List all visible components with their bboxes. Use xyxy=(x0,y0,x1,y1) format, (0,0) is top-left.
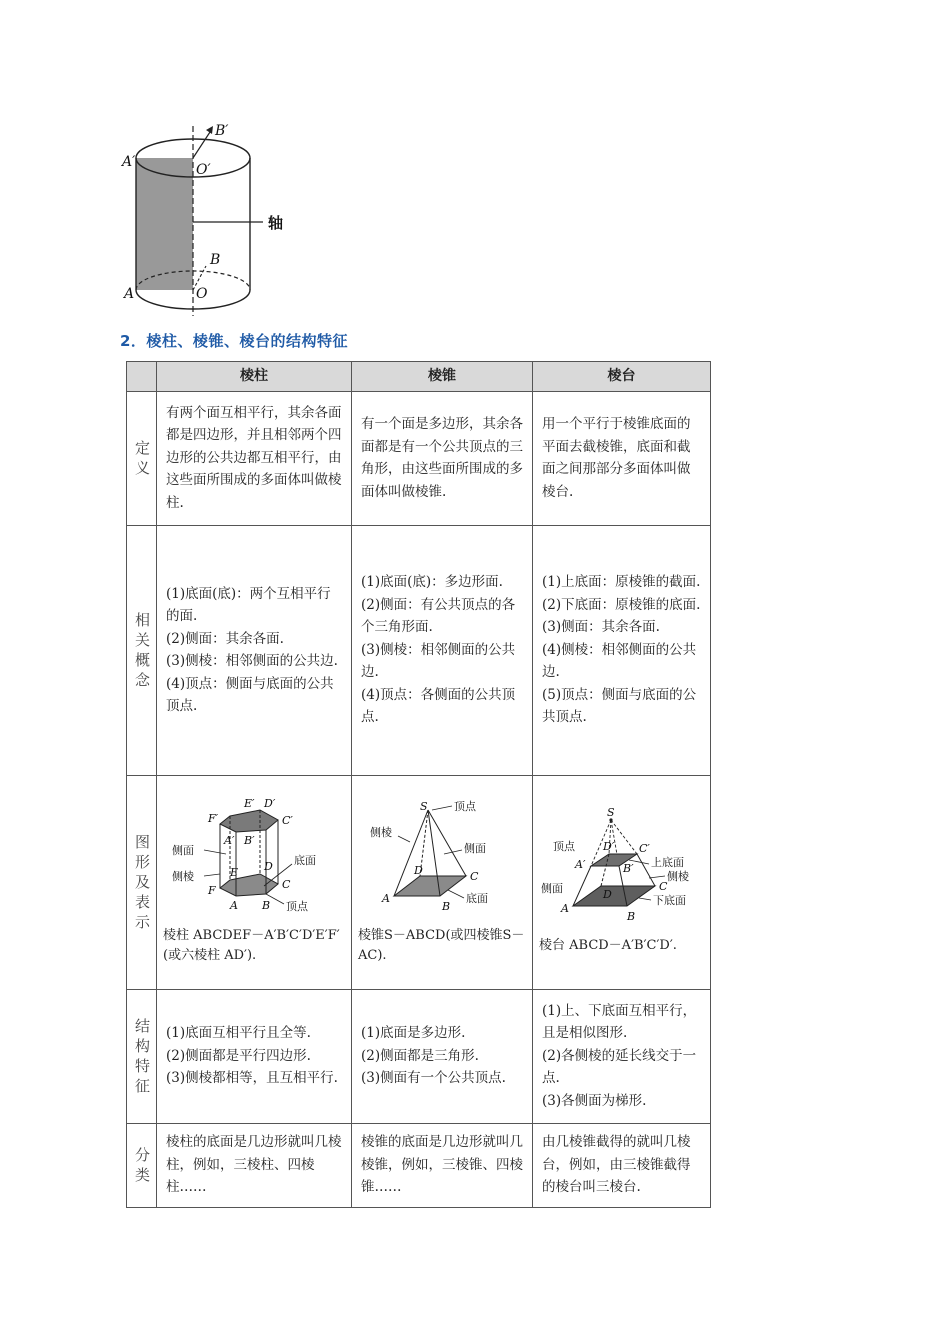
cell-definition-frustum: 用一个平行于棱锥底面的平面去截棱锥，底面和截面之间那部分多面体叫做棱台. xyxy=(533,391,711,525)
label-o-prime: O′ xyxy=(196,162,211,178)
header-frustum: 棱台 xyxy=(533,362,711,392)
header-pyramid: 棱锥 xyxy=(352,362,533,392)
frustum-extension-c xyxy=(611,820,637,854)
frustum-label-lower-base: 下底面 xyxy=(653,894,686,908)
rotation-radius-top xyxy=(193,132,210,158)
pyramid-label-b: B xyxy=(442,900,451,914)
frustum-pointer-lower-base xyxy=(639,898,651,900)
axis-label: 轴 xyxy=(268,214,284,232)
pyramid-base xyxy=(394,876,466,896)
frustum-label-side-edge: 侧棱 xyxy=(667,870,689,884)
frustum-label-s: S xyxy=(607,808,615,820)
caption-frustum: 棱台 ABCD－A′B′C′D′. xyxy=(539,937,677,953)
frustum-label-d-prime: D′ xyxy=(603,840,615,854)
cell-definition-pyramid: 有一个面是多边形，其余各面都是有一个公共顶点的三角形，由这些面所围成的多面体叫做棱锥. xyxy=(352,391,533,525)
pyramid-label-c: C xyxy=(470,870,479,884)
row-label-features: 结构特征 xyxy=(127,989,157,1123)
cell-classification-pyramid: 棱锥的底面是几边形就叫几棱锥，例如，三棱锥、四棱锥…… xyxy=(352,1123,533,1207)
label-a-prime: A′ xyxy=(122,154,136,170)
row-label-concepts: 相关概念 xyxy=(127,525,157,775)
cell-concepts-pyramid: (1)底面(底)：多边形面. (2)侧面：有公共顶点的各个三角形面. (3)侧棱：相邻侧面的公共边. (4)顶点：各侧面的公共顶点. xyxy=(352,525,533,775)
cell-concepts-frustum: (1)上底面：原棱锥的截面. (2)下底面：原棱锥的底面. (3)侧面：其余各面. (4)侧棱：相邻侧面的公共边. (5)顶点：侧面与底面的公共顶点. xyxy=(533,525,711,775)
pyramid-label-a: A xyxy=(382,892,390,906)
cell-definition-prism: 有两个面互相平行，其余各面都是四边形，并且相邻两个四边形的公共边都互相平行，由这些面所围成的多面体叫做棱柱. xyxy=(157,391,352,525)
cell-features-frustum: (1)上、下底面互相平行，且是相似图形. (2)各侧棱的延长线交于一点. (3)各侧面为梯形. xyxy=(533,989,711,1123)
polyhedra-structure-table xyxy=(126,361,711,1208)
cell-classification-frustum: 由几棱锥截得的就叫几棱台，例如，由三棱锥截得的棱台叫三棱台. xyxy=(533,1123,711,1207)
pyramid-edge-sc xyxy=(428,810,466,876)
label-b: B xyxy=(210,252,221,268)
prism-label-b: B xyxy=(262,899,271,913)
prism-top-face xyxy=(220,810,278,832)
cylinder-axial-section xyxy=(136,158,193,290)
frustum-label-upper-base: 上底面 xyxy=(651,856,684,870)
table-header-row xyxy=(127,362,711,392)
pyramid-pointer-vertex xyxy=(432,806,452,810)
frustum-lower-base xyxy=(573,886,655,906)
cell-features-prism: (1)底面互相平行且全等. (2)侧面都是平行四边形. (3)侧棱都相等，且互相平行. xyxy=(157,989,352,1123)
prism-bottom-face xyxy=(220,874,278,896)
prism-label-d: D xyxy=(264,860,273,874)
cell-figure-pyramid xyxy=(352,775,533,989)
prism-label-c: C xyxy=(282,878,291,892)
cell-figure-prism xyxy=(157,775,352,989)
prism-label-d-prime: D′ xyxy=(264,798,276,811)
label-b-prime: B′ xyxy=(215,123,229,139)
pyramid-pointer-side-edge xyxy=(398,836,410,842)
row-label-classification: 分类 xyxy=(127,1123,157,1207)
cell-features-pyramid: (1)底面是多边形. (2)侧面都是三角形. (3)侧面有一个公共顶点. xyxy=(352,989,533,1123)
table-row-definition xyxy=(127,391,711,525)
label-o: O xyxy=(196,286,208,302)
pyramid-label-d: D xyxy=(414,864,423,878)
prism-label-f-prime: F′ xyxy=(208,812,219,826)
pyramid-label-base: 底面 xyxy=(466,892,488,906)
table-row-concepts xyxy=(127,525,711,775)
cylinder-figure xyxy=(118,118,318,323)
square-pyramid-diagram xyxy=(358,798,528,916)
section-heading: 2．棱柱、棱锥、棱台的结构特征 xyxy=(120,332,348,350)
prism-label-base: 底面 xyxy=(294,854,316,868)
frustum-label-d: D xyxy=(603,888,612,902)
table-row-figures xyxy=(127,775,711,989)
prism-pointer-side-edge xyxy=(204,874,220,876)
pyramid-label-s: S xyxy=(420,800,428,814)
caption-pyramid: 棱锥S－ABCD(或四棱锥S－AC). xyxy=(358,927,525,963)
frustum-label-a: A xyxy=(561,902,569,916)
hexagonal-prism-diagram xyxy=(164,798,344,916)
prism-label-a: A xyxy=(230,899,238,913)
prism-label-e-prime: E′ xyxy=(244,798,255,811)
frustum-diagram xyxy=(539,808,709,926)
prism-label-e: E xyxy=(230,866,239,880)
cell-concepts-prism: (1)底面(底)：两个互相平行的面. (2)侧面：其余各面. (3)侧棱：相邻侧面的公共边. (4)顶点：侧面与底面的公共顶点. xyxy=(157,525,352,775)
frustum-label-b: B xyxy=(627,910,636,924)
prism-pointer-side-face xyxy=(204,850,226,854)
row-label-definition: 定义 xyxy=(127,391,157,525)
frustum-label-side-face: 侧面 xyxy=(541,882,563,896)
frustum-label-vertex: 顶点 xyxy=(553,840,575,854)
table-row-features xyxy=(127,989,711,1123)
prism-label-f: F xyxy=(208,884,216,898)
prism-label-c-prime: C′ xyxy=(282,814,293,828)
frustum-label-b-prime: B′ xyxy=(623,862,634,876)
label-a: A xyxy=(124,286,135,302)
prism-label-b-prime: B′ xyxy=(244,834,255,848)
prism-label-a-prime: A′ xyxy=(224,834,235,848)
table-row-classification xyxy=(127,1123,711,1207)
prism-label-vertex: 顶点 xyxy=(286,900,308,914)
frustum-label-a-prime: A′ xyxy=(575,858,586,872)
frustum-pointer-side-edge xyxy=(649,876,665,878)
frustum-label-c: C xyxy=(659,880,668,894)
row-label-figures: 图形及表示 xyxy=(127,775,157,989)
pyramid-label-side-edge: 侧棱 xyxy=(370,826,392,840)
prism-label-side-edge: 侧棱 xyxy=(172,870,194,884)
header-corner xyxy=(127,362,157,392)
caption-prism: 棱柱 ABCDEF－A′B′C′D′E′F′(或六棱柱 AD′). xyxy=(163,927,340,963)
pyramid-label-vertex: 顶点 xyxy=(454,800,476,814)
cell-classification-prism: 棱柱的底面是几边形就叫几棱柱，例如，三棱柱、四棱柱…… xyxy=(157,1123,352,1207)
prism-label-side-face: 侧面 xyxy=(172,844,194,858)
pyramid-label-side-face: 侧面 xyxy=(464,842,486,856)
pyramid-pointer-base xyxy=(448,890,464,898)
frustum-label-c-prime: C′ xyxy=(639,842,650,856)
header-prism: 棱柱 xyxy=(157,362,352,392)
cell-figure-frustum xyxy=(533,775,711,989)
